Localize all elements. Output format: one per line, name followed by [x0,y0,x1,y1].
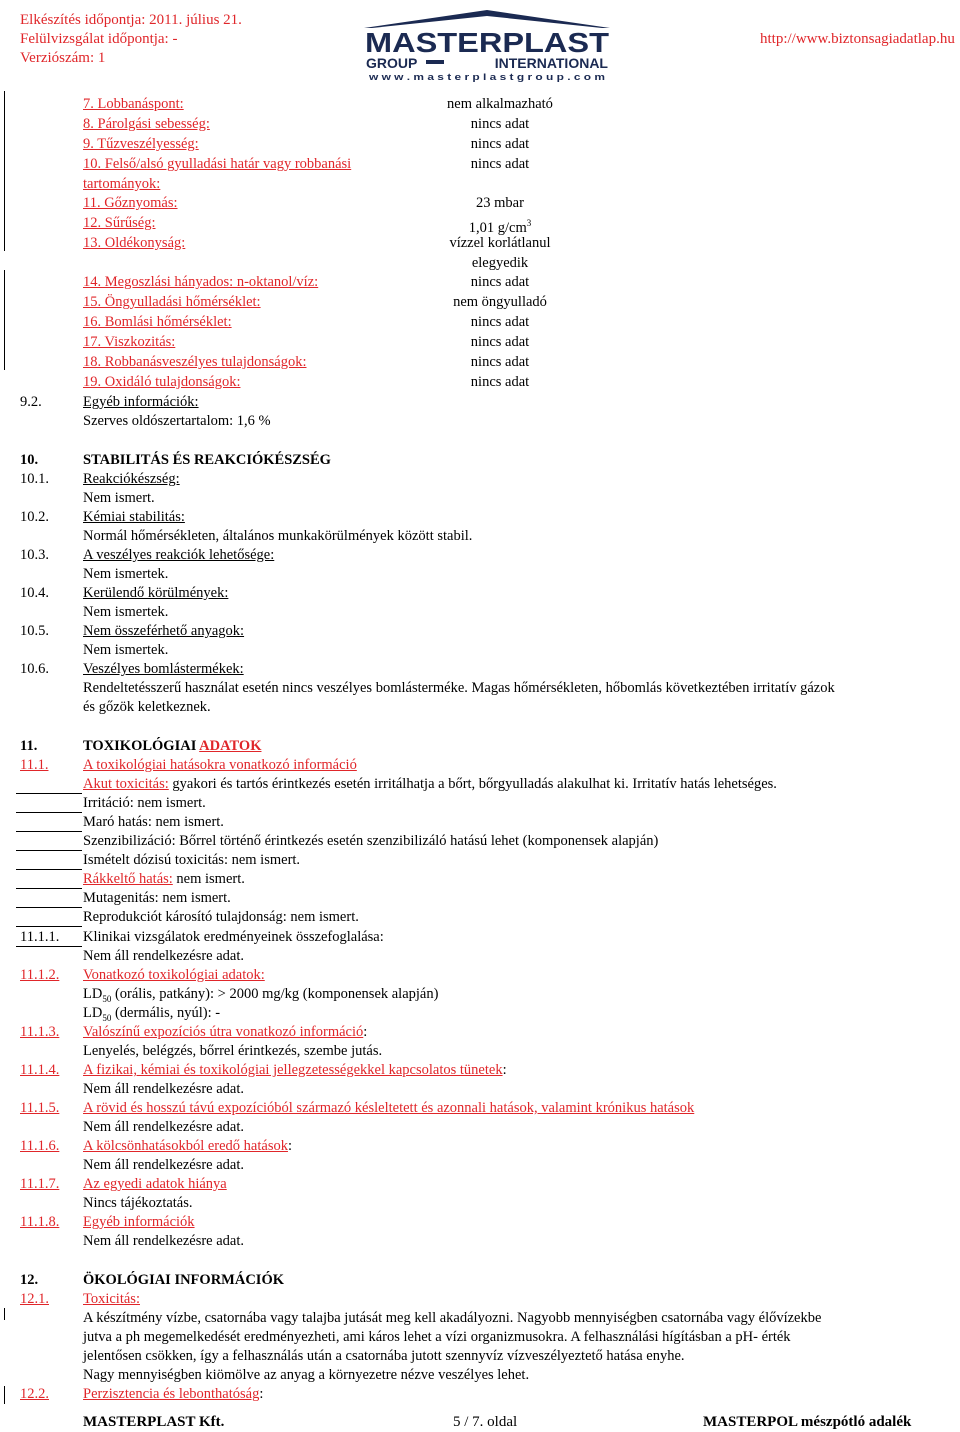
subsection-number: 11.1.2. [20,967,60,983]
creation-date: Elkészítés időpontja: 2011. július 21. [20,12,242,28]
subsection-text: Nem áll rendelkezésre adat. [83,1233,245,1249]
subsection-text: Nem ismertek. [83,566,169,582]
subsection-number: 12.2. [20,1386,49,1402]
section-number: 9.2. [20,394,42,410]
svg-text:GROUP: GROUP [366,55,418,71]
subsection-number: 11.1.1. [20,929,60,945]
property-value: nincs adat [470,374,530,390]
property-value: nincs adat [470,116,530,132]
property-value: 23 mbar [476,195,524,211]
property-label: 7. Lobbanáspont: [83,96,184,112]
subsection-title: Vonatkozó toxikológiai adatok: [83,967,265,983]
website-link[interactable]: http://www.biztonsagiadatlap.hu [760,31,955,47]
property-value: elegyedik [471,255,529,271]
header-info [20,11,242,68]
subsection-title: Perzisztencia és lebonthatóság: [83,1386,264,1402]
paragraph-line: A készítmény vízbe, csatornába vagy talajba jutását meg kell akadályozni. Nagyobb mennyiségben csatornába vagy élővízekbe [83,1310,822,1326]
subsection-number: 12.1. [20,1291,49,1307]
subsection-number: 10.6. [20,661,49,677]
subsection-number: 11.1.7. [20,1176,60,1192]
subsection-text: Nem áll rendelkezésre adat. [83,948,245,964]
svg-text:w w w . m a s t e r p l a s t: w w w . m a s t e r p l a s t g r o u p . c o m [367,72,605,82]
svg-text:INTERNATIONAL: INTERNATIONAL [494,55,608,71]
property-label: 15. Öngyulladási hőmérséklet: [83,294,261,310]
property-value: nincs adat [470,354,530,370]
subsection-title: A veszélyes reakciók lehetősége: [83,547,275,563]
paragraph-line: jutva a ph megemelkedését eredményezheti, ami káros lehet a vízi organizmusokra. A felhasználási hígításban a pH- érték [83,1329,791,1345]
subsection-number: 10.2. [20,509,49,525]
subsection-title: Veszélyes bomlástermékek: [83,661,244,677]
subsection-text: Normál hőmérsékleten, általános munkakörülmények között stabil. [83,528,473,544]
subsection-number: 10.4. [20,585,49,601]
property-label: 8. Párolgási sebesség: [83,116,210,132]
property-value: nincs adat [470,156,530,172]
svg-text:MASTERPLAST: MASTERPLAST [365,27,609,58]
subsection-text: Nincs tájékoztatás. [83,1195,193,1211]
version-number: Verziószám: 1 [20,50,106,66]
subsection-text: Nem áll rendelkezésre adat. [83,1119,245,1135]
property-label: 10. Felső/alsó gyulladási határ vagy robbanási [83,156,352,172]
carcinogenicity: Rákkeltő hatás: nem ismert. [83,871,245,887]
change-bar [4,91,5,251]
subsection-text: Nem áll rendelkezésre adat. [83,1157,245,1173]
subsection-title: A rövid és hosszú távú expozícióból származó késleltetett és azonnali hatások, valamint krónikus hatások [83,1100,695,1116]
revision-line [16,812,82,813]
section-number: 11. [20,738,38,754]
property-value: vízzel korlátlanul [449,235,551,251]
subsection-text: Lenyelés, belégzés, bőrrel érintkezés, szembe jutás. [83,1043,383,1059]
revision-date: Felülvizsgálat időpontja: - [20,31,178,47]
subsection-title: Egyéb információk [83,1214,195,1230]
subsection-title: Klinikai vizsgálatok eredményeinek összefoglalása: [83,929,384,945]
change-bar [4,1308,5,1320]
repeated-dose: Ismételt dózisú toxicitás: nem ismert. [83,852,301,868]
subsection-number: 11.1.4. [20,1062,60,1078]
change-bar [4,270,5,370]
subsection-title: Valószínű expozíciós útra vonatkozó információ: [83,1024,368,1040]
property-label: 17. Viszkozitás: [83,334,176,350]
revision-line [16,907,82,908]
property-label: 14. Megoszlási hányados: n-oktanol/víz: [83,274,319,290]
sensitisation: Szenzibilizáció: Bőrrel történő érintkezés esetén szenzibilizáló hatású lehet (komponensek alapján) [83,833,659,849]
property-value: nem alkalmazható [447,96,553,112]
revision-line [16,869,82,870]
change-bar [4,1386,5,1404]
subsection-number: 11.1.8. [20,1214,60,1230]
subsection-text: és gőzök keletkeznek. [83,699,211,715]
section-number: 10. [20,452,39,468]
property-label: 18. Robbanásveszélyes tulajdonságok: [83,354,307,370]
property-value: nincs adat [470,136,530,152]
property-label: 11. Gőznyomás: [83,195,178,211]
property-label: tartományok: [83,176,161,192]
paragraph-line: Nagy mennyiségben kiömölve az anyag a környezetre nézve veszélyes lehet. [83,1367,530,1383]
subsection-title: Toxicitás: [83,1291,140,1307]
ld50-oral: $LD_{50}$ (orális, patkány): > 2000 mg/kg (komponensek alapján) [83,986,439,1004]
section-heading: ÖKOLÓGIAI INFORMÁCIÓK [83,1272,284,1288]
subsection-text: Nem ismertek. [83,604,169,620]
section-number: 12. [20,1272,39,1288]
property-label: 16. Bomlási hőmérséklet: [83,314,232,330]
subsection-number: 11.1.5. [20,1100,60,1116]
property-value: 1,01 $g/cm^3$ [468,218,532,236]
subsection-title: A fizikai, kémiai és toxikológiai jellegzetességekkel kapcsolatos tünetek: [83,1062,507,1078]
subsection-title: Az egyedi adatok hiánya [83,1176,227,1192]
corrosion: Maró hatás: nem ismert. [83,814,224,830]
section-text: Szerves oldószertartalom: 1,6 % [83,413,271,429]
property-label: 9. Tűzveszélyesség: [83,136,199,152]
subsection-text: Rendeltetésszerű használat esetén nincs veszélyes bomlásterméke. Magas hőmérsékleten, hőbomlás következtében irritatív gázok [83,680,835,696]
property-label: 19. Oxidáló tulajdonságok: [83,374,241,390]
footer-page-number: 5 / 7. oldal [453,1414,518,1430]
mutagenicity: Mutagenitás: nem ismert. [83,890,231,906]
subsection-title: Kerülendő körülmények: [83,585,229,601]
property-label: 13. Oldékonyság: [83,235,186,251]
subsection-title: Nem összeférhető anyagok: [83,623,245,639]
subsection-title: A kölcsönhatásokból eredő hatások: [83,1138,292,1154]
irritation: Irritáció: nem ismert. [83,795,206,811]
ld50-dermal: $LD_{50}$ (dermális, nyúl): - [83,1005,221,1023]
property-value: nincs adat [470,334,530,350]
subsection-title: A toxikológiai hatásokra vonatkozó információ [83,757,357,773]
footer-product: MASTERPOL mészpótló adalék [703,1414,912,1430]
subsection-text: Nem ismert. [83,490,155,506]
subsection-text: Nem áll rendelkezésre adat. [83,1081,245,1097]
subsection-number: 10.3. [20,547,49,563]
subsection-number: 10.1. [20,471,49,487]
section-heading: STABILITÁS ÉS REAKCIÓKÉSZSÉG [83,452,331,468]
revision-line [16,888,82,889]
subsection-number: 11.1. [20,757,49,773]
revision-line [16,850,82,851]
subsection-number: 10.5. [20,623,49,639]
revision-line [16,926,82,927]
revision-line [16,793,82,794]
subsection-title: Reakciókészség: [83,471,180,487]
reproductive-toxicity: Reprodukciót károsító tulajdonság: nem ismert. [83,909,359,925]
revision-line [16,946,82,947]
property-value: nem öngyulladó [453,294,547,310]
masterplast-logo [362,8,612,82]
section-title: Egyéb információk: [83,394,199,410]
revision-line [16,831,82,832]
property-value: nincs adat [470,274,530,290]
paragraph-line: jelentősen csökken, így a felhasználás után a csatornába jutott szennyvíz vízveszélyeztető hatása enyhe. [83,1348,685,1364]
property-value: nincs adat [470,314,530,330]
subsection-number: 11.1.3. [20,1024,60,1040]
footer-company: MASTERPLAST Kft. [83,1414,225,1430]
subsection-text: Nem ismertek. [83,642,169,658]
section-heading: TOXIKOLÓGIAI ADATOK [83,738,262,754]
subsection-number: 11.1.6. [20,1138,60,1154]
property-label: 12. Sűrűség: [83,215,156,231]
subsection-title: Kémiai stabilitás: [83,509,185,525]
acute-toxicity: Akut toxicitás: gyakori és tartós érintkezés esetén irritálhatja a bőrt, bőrgyulladás alakulhat ki. Irritatív hatás lehetséges. [83,776,777,792]
